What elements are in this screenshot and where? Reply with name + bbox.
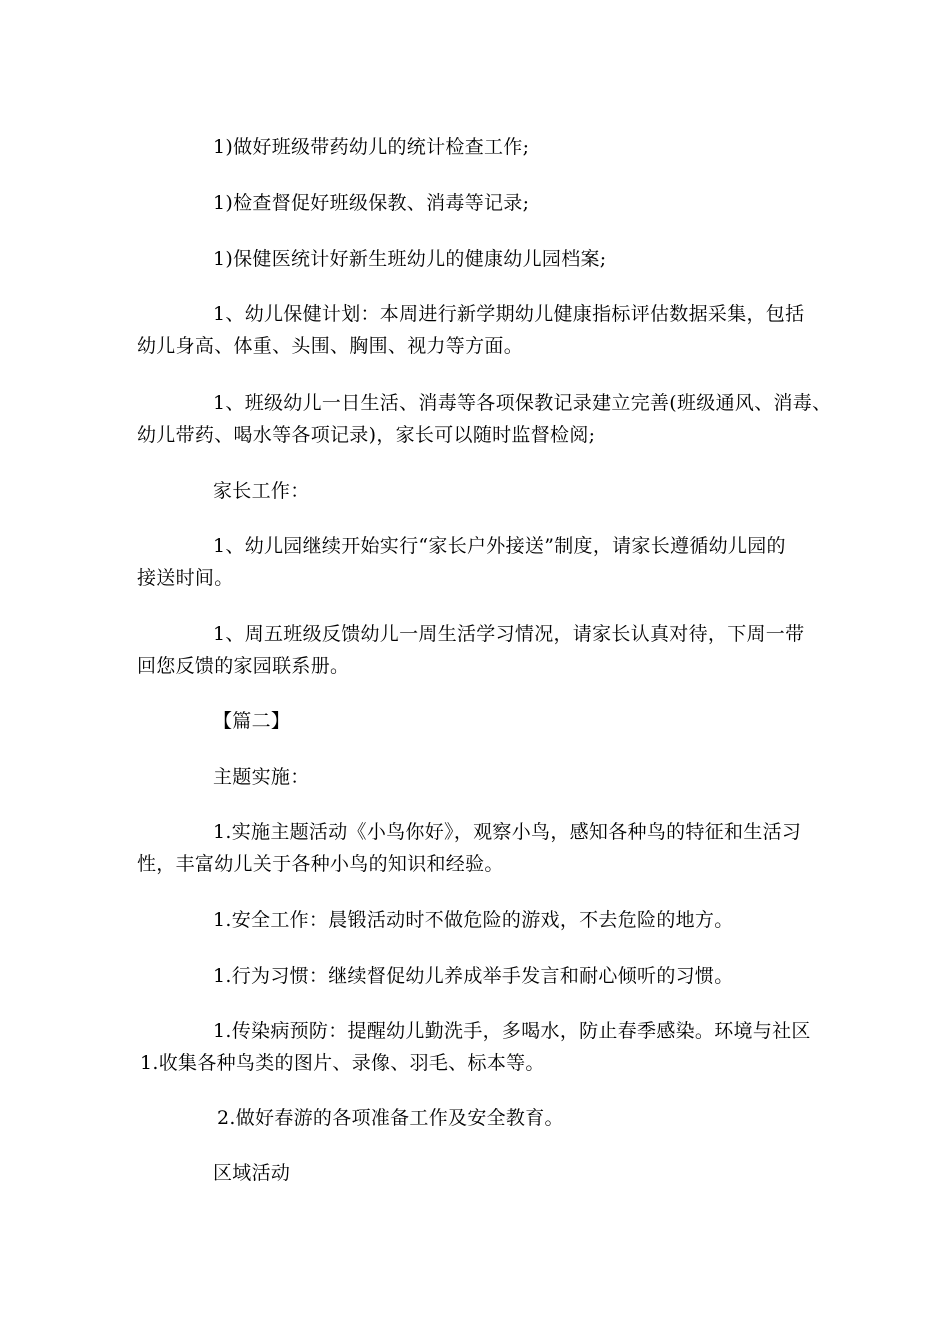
paragraph-line: 主题实施： bbox=[213, 766, 310, 788]
paragraph bbox=[137, 960, 817, 992]
paragraph bbox=[137, 618, 817, 682]
paragraph-line: 1)保健医统计好新生班幼儿的健康幼儿园档案; bbox=[213, 248, 607, 270]
paragraph-line: 幼儿带药、喝水等各项记录)，家长可以随时监督检阅; bbox=[137, 424, 596, 446]
paragraph-line: 幼儿身高、体重、头围、胸围、视力等方面。 bbox=[137, 335, 524, 357]
paragraph-line: 回您反馈的家园联系册。 bbox=[137, 655, 350, 677]
paragraph bbox=[137, 387, 832, 451]
section-heading bbox=[137, 761, 817, 793]
paragraph-line: 【篇二】 bbox=[213, 710, 291, 732]
section-heading bbox=[137, 705, 817, 737]
paragraph bbox=[137, 298, 817, 362]
paragraph-line: 1)检查督促好班级保教、消毒等记录; bbox=[213, 192, 530, 214]
paragraph bbox=[137, 1102, 817, 1134]
paragraph-line: 区域活动 bbox=[213, 1162, 291, 1184]
paragraph-line: 1.行为习惯：继续督促幼儿养成举手发言和耐心倾听的习惯。 bbox=[213, 965, 734, 987]
paragraph bbox=[137, 904, 817, 936]
paragraph-line: 2.做好春游的各项准备工作及安全教育。 bbox=[217, 1107, 564, 1129]
paragraph-line: 家长工作： bbox=[213, 480, 310, 502]
paragraph bbox=[137, 243, 817, 275]
section-heading bbox=[137, 475, 817, 507]
paragraph bbox=[137, 1015, 817, 1079]
paragraph-line: 接送时间。 bbox=[137, 567, 234, 589]
paragraph-line: 1.收集各种鸟类的图片、录像、羽毛、标本等。 bbox=[140, 1052, 545, 1074]
paragraph-line: 性，丰富幼儿关于各种小鸟的知识和经验。 bbox=[137, 853, 504, 875]
paragraph-line: 1、幼儿园继续开始实行“家长户外接送”制度，请家长遵循幼儿园的 bbox=[213, 535, 786, 557]
paragraph-line: 1.传染病预防：提醒幼儿勤洗手，多喝水，防止春季感染。环境与社区 bbox=[213, 1020, 811, 1042]
paragraph bbox=[137, 530, 817, 594]
paragraph-line: 1.实施主题活动《小鸟你好》，观察小鸟，感知各种鸟的特征和生活习 bbox=[213, 821, 802, 843]
paragraph-line: 1、班级幼儿一日生活、消毒等各项保教记录建立完善(班级通风、消毒、 bbox=[213, 392, 832, 414]
paragraph-line: 1、周五班级反馈幼儿一周生活学习情况，请家长认真对待，下周一带 bbox=[213, 623, 805, 645]
paragraph bbox=[137, 131, 817, 163]
paragraph-line: 1)做好班级带药幼儿的统计检查工作; bbox=[213, 136, 530, 158]
paragraph bbox=[137, 816, 817, 880]
paragraph-line: 1、幼儿保健计划：本周进行新学期幼儿健康指标评估数据采集，包括 bbox=[213, 303, 805, 325]
section-heading bbox=[137, 1157, 817, 1189]
paragraph-line: 1.安全工作：晨锻活动时不做危险的游戏，不去危险的地方。 bbox=[213, 909, 734, 931]
paragraph bbox=[137, 187, 817, 219]
